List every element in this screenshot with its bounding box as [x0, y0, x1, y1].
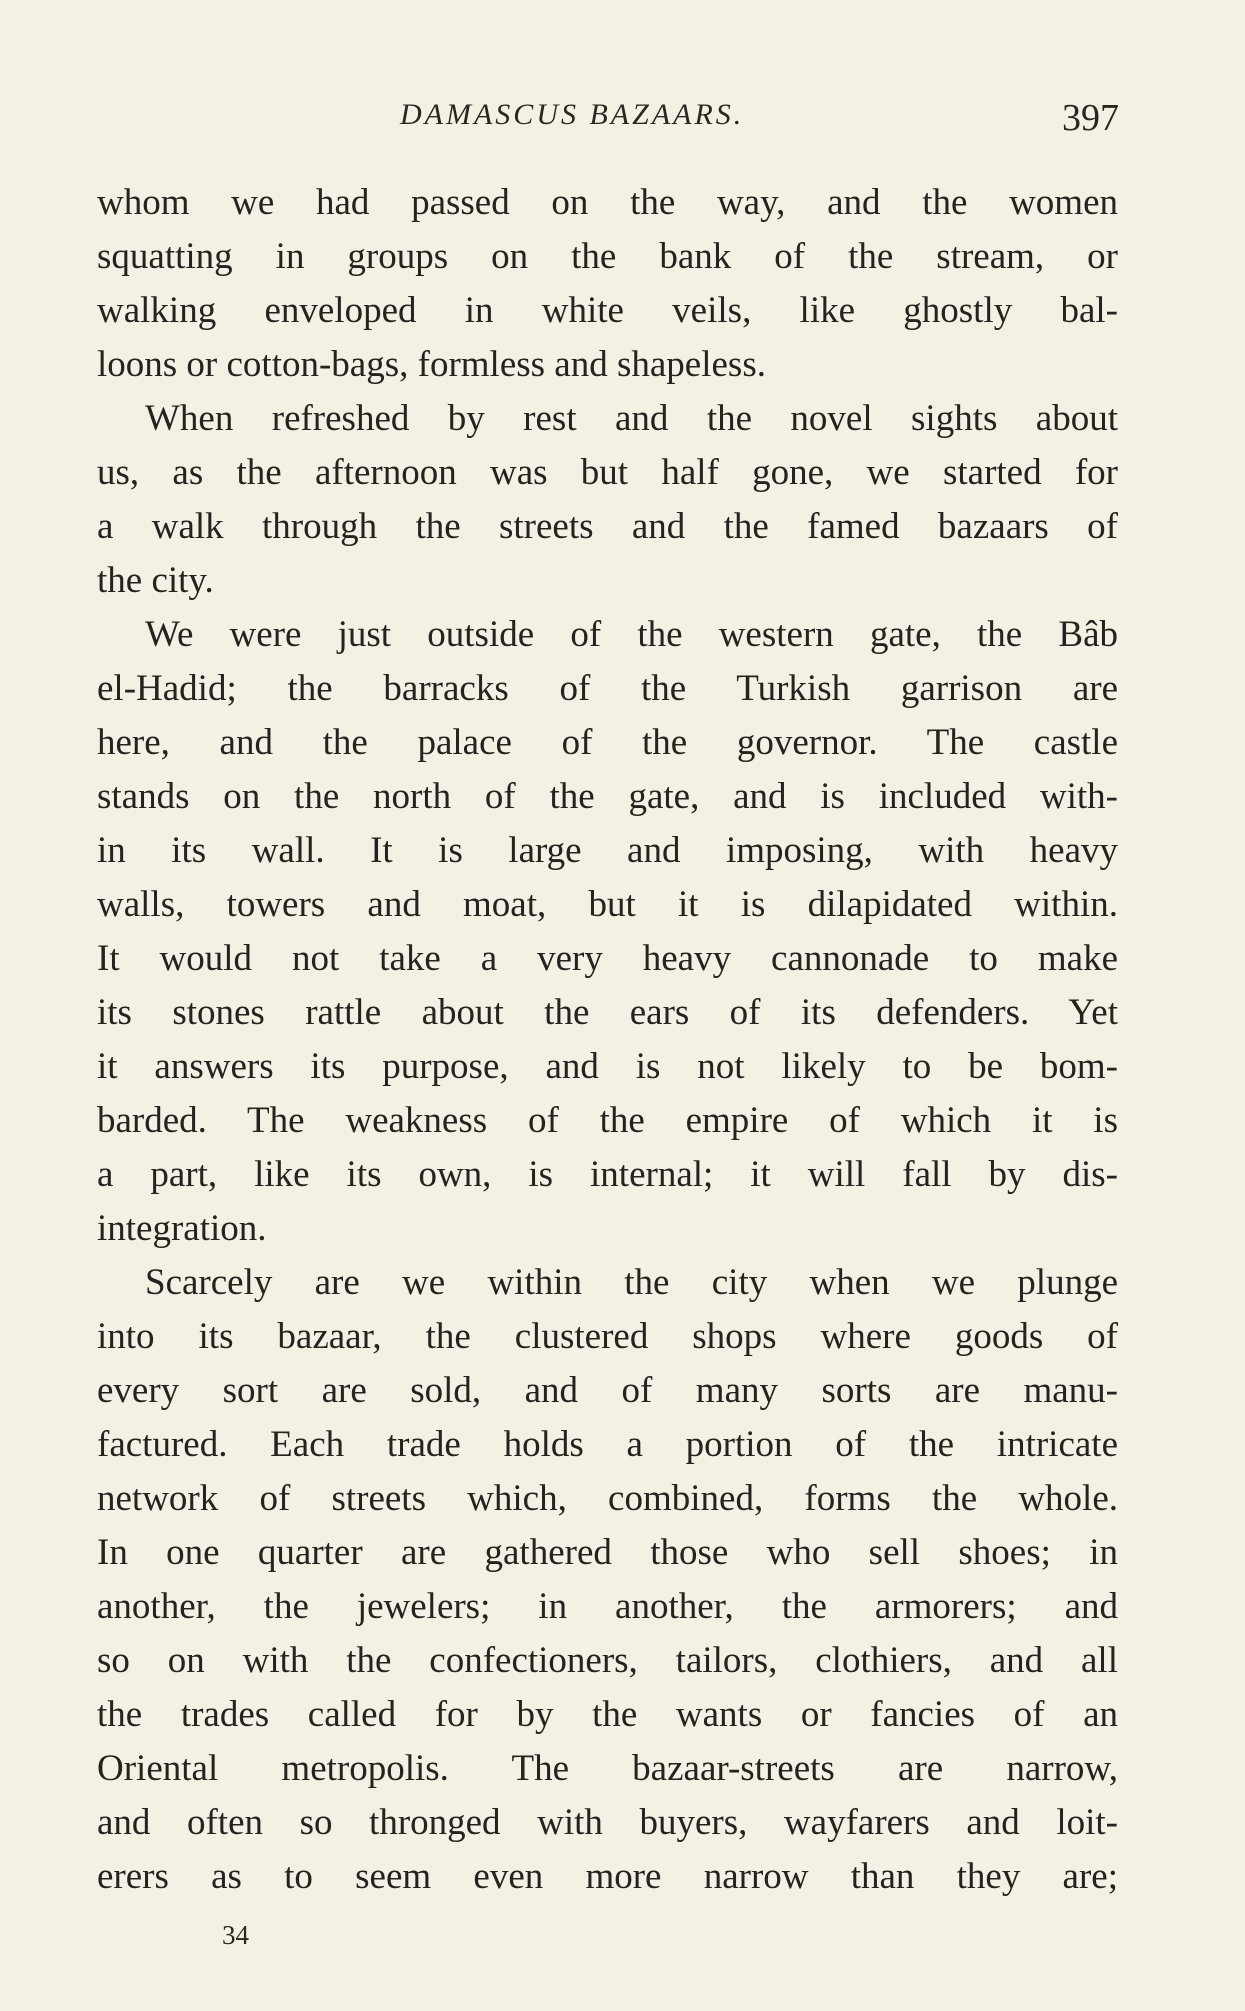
text-line: a walk through the streets and the famed bazaars of: [97, 506, 1118, 547]
text-line: erers as to seem even more narrow than they are;: [97, 1856, 1118, 1897]
text-line: its stones rattle about the ears of its defenders. Yet: [97, 992, 1118, 1033]
text-line: loons or cotton-bags, formless and shapeless.: [97, 344, 766, 385]
text-line: factured. Each trade holds a portion of the intricate: [97, 1424, 1118, 1465]
text-line: so on with the confectioners, tailors, clothiers, and all: [97, 1640, 1118, 1681]
text-line: network of streets which, combined, forms the whole.: [97, 1478, 1118, 1519]
signature-mark: 34: [222, 1920, 249, 1950]
text-line: it answers its purpose, and is not likely to be bom-: [97, 1046, 1118, 1087]
text-line: the trades called for by the wants or fancies of an: [97, 1694, 1118, 1735]
text-line: Scarcely are we within the city when we plunge: [145, 1262, 1118, 1303]
text-line: every sort are sold, and of many sorts are manu-: [97, 1370, 1118, 1411]
page-number: 397: [1062, 97, 1119, 139]
text-line: the city.: [97, 560, 214, 601]
text-line: into its bazaar, the clustered shops where goods of: [97, 1316, 1118, 1357]
text-line: squatting in groups on the bank of the stream, or: [97, 236, 1118, 277]
text-line: stands on the north of the gate, and is included with-: [97, 776, 1118, 817]
text-line: We were just outside of the western gate, the Bâb: [145, 614, 1118, 655]
text-line: It would not take a very heavy cannonade to make: [97, 938, 1118, 979]
text-line: integration.: [97, 1208, 267, 1249]
text-line: walking enveloped in white veils, like ghostly bal-: [97, 290, 1118, 331]
running-title: DAMASCUS BAZAARS.: [400, 98, 745, 131]
text-line: walls, towers and moat, but it is dilapidated within.: [97, 884, 1118, 925]
text-line: here, and the palace of the governor. The castle: [97, 722, 1118, 763]
body-text: [97, 176, 1118, 1904]
text-line: a part, like its own, is internal; it will fall by dis-: [97, 1154, 1118, 1195]
text-line: us, as the afternoon was but half gone, we started for: [97, 452, 1118, 493]
text-line: Oriental metropolis. The bazaar-streets are narrow,: [97, 1748, 1118, 1789]
text-line: whom we had passed on the way, and the women: [97, 182, 1118, 223]
text-line: another, the jewelers; in another, the armorers; and: [97, 1586, 1118, 1627]
text-line: In one quarter are gathered those who sell shoes; in: [97, 1532, 1118, 1573]
text-line: in its wall. It is large and imposing, with heavy: [97, 830, 1118, 871]
text-line: When refreshed by rest and the novel sights about: [145, 398, 1118, 439]
text-line: el-Hadid; the barracks of the Turkish garrison are: [97, 668, 1118, 709]
text-line: and often so thronged with buyers, wayfarers and loit-: [97, 1802, 1118, 1843]
text-line: barded. The weakness of the empire of which it is: [97, 1100, 1118, 1141]
